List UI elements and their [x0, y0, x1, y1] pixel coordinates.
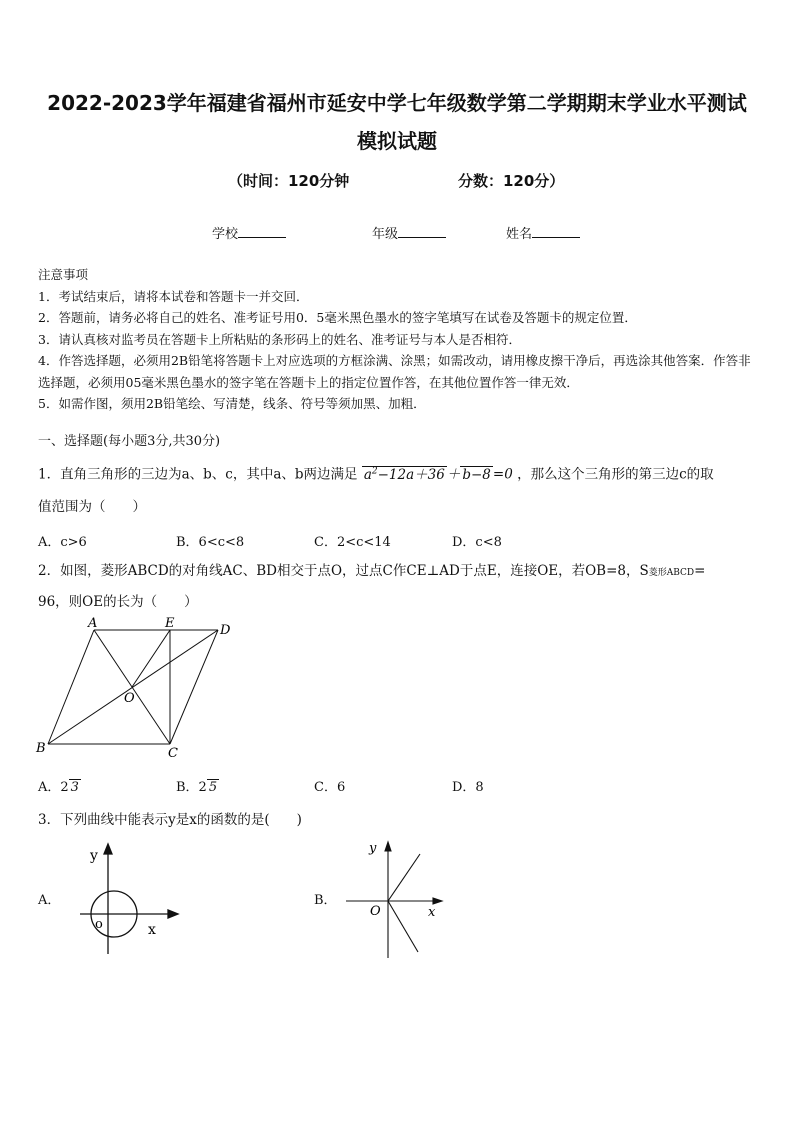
q2-stem: 2．如图，菱形ABCD的对角线AC、BD相交于点O，过点C作CE⊥AD于点E，连接OE，若OB=8，S — [38, 563, 649, 579]
q1-expression: $a^2-12a+36 + b-8 =0$ — [363, 466, 513, 483]
side-ab — [48, 630, 94, 744]
q1-option-c: C．2<c<14 — [314, 535, 391, 550]
point-o-label: O — [124, 691, 135, 706]
graph-a-x-label: x — [148, 922, 156, 938]
rhombus-figure — [30, 612, 250, 762]
q1-option-d: D．c<8 — [452, 535, 502, 550]
q2-option-a: A．2 3 — [38, 780, 79, 795]
question-1 — [38, 460, 758, 486]
grade-field — [372, 223, 446, 242]
q1-option-a: A．c>6 — [38, 535, 87, 550]
notes-item: 3．请认真核对监考员在答题卡上所粘贴的条形码上的姓名、准考证号与本人是否相符． — [38, 331, 521, 347]
point-a-label: A — [88, 616, 98, 631]
graph-a-y-label: y — [90, 848, 98, 864]
graph-a-origin-label: o — [95, 917, 103, 932]
question-3: 3．下列曲线中能表示y是x的函数的是( ) — [38, 812, 302, 828]
graph-b-y-label: y — [369, 841, 377, 856]
grade-label: 年级 — [372, 227, 399, 242]
q1-option-b: B．6<c<8 — [176, 535, 245, 550]
name-field — [506, 223, 580, 242]
name-blank — [532, 225, 580, 238]
grade-blank — [398, 225, 446, 238]
notes-item: 2．答题前，请务必将自己的姓名、准考证号用0．5毫米黑色墨水的签字笔填写在试卷及答题卡的规定位置． — [38, 310, 637, 325]
school-field — [212, 223, 286, 242]
graph-b-x-label: x — [428, 905, 436, 920]
q1-stem: 1．直角三角形的三边为a、b、c，其中a、b两边满足 — [38, 466, 358, 483]
q2-stem-line2: 96，则OE的长为（ ） — [38, 594, 198, 610]
q3-option-a: A． — [38, 893, 61, 908]
section-heading: 一、选择题(每小题3分,共30分) — [38, 434, 221, 449]
exam-time: （时间：120分钟 — [228, 172, 350, 190]
point-d-label: D — [220, 623, 231, 638]
exam-score: 分数：120分） — [458, 172, 565, 190]
q2-option-d: D．8 — [452, 780, 484, 795]
side-dc — [170, 630, 218, 744]
graph-b-lines — [338, 834, 448, 964]
question-2: 2．如图，菱形ABCD的对角线AC、BD相交于点O，过点C作CE⊥AD于点E，连接OE，若OB=8，S菱形ABCD= — [38, 563, 706, 579]
q1-stem-cont: ，那么这个三角形的第三边c的取 — [517, 466, 714, 483]
graph-b-origin-label: O — [370, 904, 381, 919]
school-label: 学校 — [212, 227, 239, 242]
name-label: 姓名 — [506, 227, 533, 242]
page-title: 2022-2023学年福建省福州市延安中学七年级数学第二学期期末学业水平测试模拟试题 — [47, 91, 747, 153]
point-c-label: C — [168, 746, 178, 761]
q1-stem-line2: 值范围为（ ） — [38, 499, 146, 515]
notes-heading: 注意事项 — [38, 267, 89, 282]
q2-option-b: B．2 5 — [176, 780, 218, 795]
graph-b-upper-ray — [388, 854, 420, 901]
notes-item: 4．作答选择题，必须用2B铅笔将答题卡上对应选项的方框涂满、涂黑；如需改动，请用橡皮擦干净后，再选涂其他答案．作答非选择题，必须用05毫米黑色墨水的签字笔在答题卡上的指定位置作答，在其他位置作答一律无效． — [38, 353, 751, 390]
point-e-label: E — [165, 616, 175, 631]
point-b-label: B — [36, 741, 46, 756]
notes-item: 1．考试结束后，请将本试卷和答题卡一并交回． — [38, 288, 309, 304]
diagonal-bd — [48, 630, 218, 744]
notes-item: 5．如需作图，须用2B铅笔绘、写清楚，线条、符号等须加黑、加粗． — [38, 396, 426, 411]
q2-option-c: C．6 — [314, 780, 346, 795]
q3-option-b: B． — [314, 893, 337, 908]
graph-b-lower-ray — [388, 901, 418, 952]
school-blank — [238, 225, 286, 238]
segment-oe — [132, 630, 170, 687]
graph-a-circle — [70, 838, 190, 958]
q2-area-subscript: 菱形ABCD — [648, 568, 695, 578]
notes-block — [38, 264, 758, 415]
